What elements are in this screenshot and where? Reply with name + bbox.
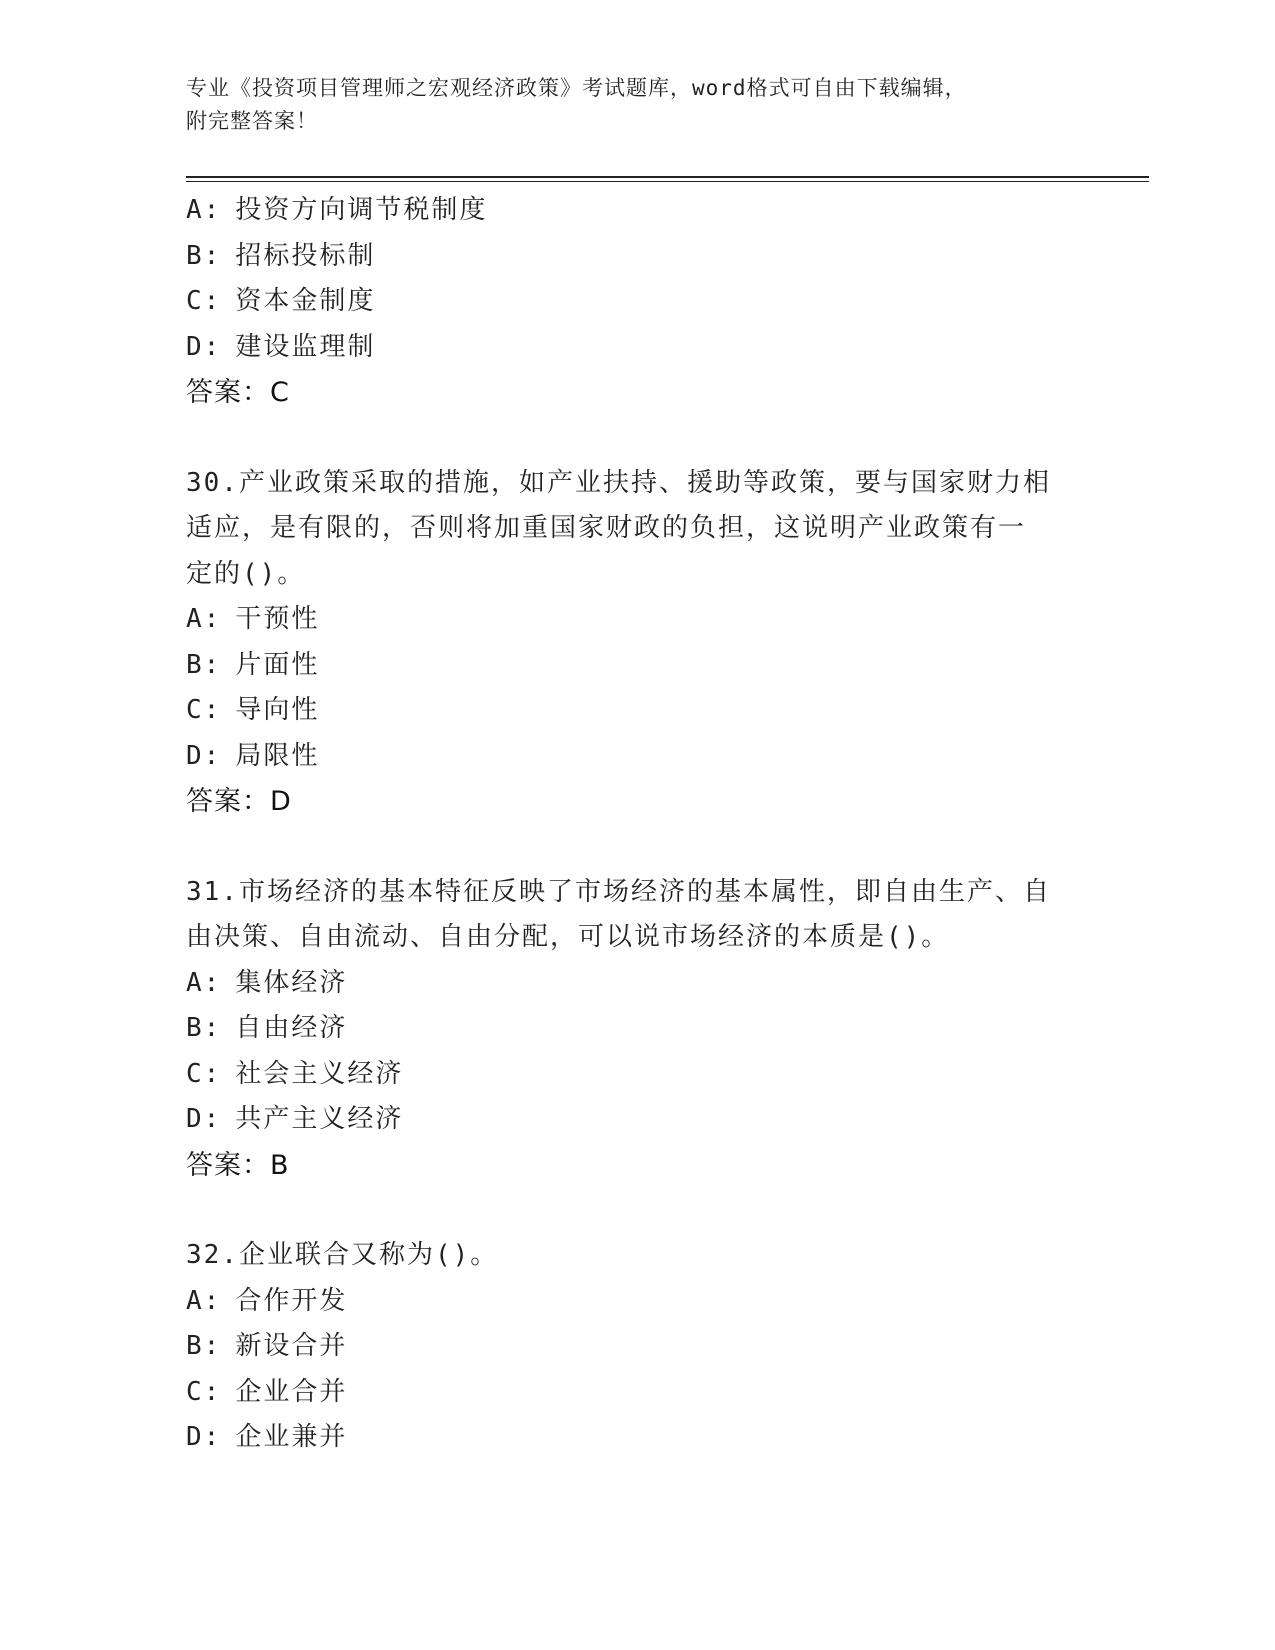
option-letter: A: xyxy=(186,604,222,634)
option-letter: D: xyxy=(186,740,222,771)
option-c xyxy=(186,688,1086,734)
option-d xyxy=(186,1097,1086,1143)
option-a xyxy=(186,188,1086,234)
option-b xyxy=(186,643,1086,689)
option-b xyxy=(186,1006,1086,1052)
question-stem-line: 由决策、自由流动、自由分配，可以说市场经济的本质是()。 xyxy=(186,922,950,952)
question-31 xyxy=(186,870,1086,1189)
option-letter: B: xyxy=(186,1331,222,1361)
option-c xyxy=(186,279,1086,325)
question-list xyxy=(186,188,1086,1461)
option-text: 干预性 xyxy=(235,604,320,634)
question-stem-line: 32.企业联合又称为()。 xyxy=(186,1240,499,1270)
option-text: 建设监理制 xyxy=(235,331,376,362)
option-b xyxy=(186,1324,1086,1370)
option-letter: D: xyxy=(186,1422,222,1452)
option-a xyxy=(186,597,1086,643)
question-30 xyxy=(186,461,1086,825)
option-letter: B: xyxy=(186,240,222,271)
option-letter: A: xyxy=(186,1285,222,1316)
option-d xyxy=(186,325,1086,371)
option-text: 合作开发 xyxy=(235,1285,348,1316)
option-text: 企业兼并 xyxy=(235,1422,348,1452)
option-d xyxy=(186,734,1086,780)
option-letter: D: xyxy=(186,1104,222,1134)
option-text: 投资方向调节税制度 xyxy=(235,195,488,225)
option-letter: C: xyxy=(186,1376,222,1407)
option-text: 共产主义经济 xyxy=(235,1104,404,1134)
header-divider-thin xyxy=(186,181,1149,182)
option-text: 片面性 xyxy=(235,649,320,680)
option-text: 招标投标制 xyxy=(235,240,376,271)
question-stem-line: 30.产业政策采取的措施，如产业扶持、援助等政策，要与国家财力相 xyxy=(186,467,1051,498)
option-letter: A: xyxy=(186,195,222,225)
answer-line: 答案：D xyxy=(186,786,292,817)
question-stem-line: 定的()。 xyxy=(186,558,306,589)
option-text: 局限性 xyxy=(235,740,320,771)
option-letter: C: xyxy=(186,286,222,316)
option-text: 自由经济 xyxy=(235,1013,348,1043)
option-letter: D: xyxy=(186,331,222,362)
option-c xyxy=(186,1052,1086,1098)
option-c xyxy=(186,1370,1086,1416)
option-text: 企业合并 xyxy=(235,1376,348,1407)
option-letter: C: xyxy=(186,1058,222,1089)
option-text: 新设合并 xyxy=(235,1331,348,1361)
header-divider-thick xyxy=(186,176,1149,178)
answer-line: 答案：B xyxy=(186,1149,290,1181)
option-text: 导向性 xyxy=(235,695,320,725)
option-text: 集体经济 xyxy=(235,967,348,998)
option-letter: C: xyxy=(186,695,222,725)
question-stem-line: 适应，是有限的，否则将加重国家财政的负担，这说明产业政策有一 xyxy=(186,513,1027,543)
header-line-1: 专业《投资项目管理师之宏观经济政策》考试题库，word格式可自由下载编辑， xyxy=(186,76,967,100)
option-b xyxy=(186,234,1086,280)
option-letter: A: xyxy=(186,967,222,998)
question-stem-line: 31.市场经济的基本特征反映了市场经济的基本属性，即自由生产、自 xyxy=(186,876,1051,907)
option-text: 资本金制度 xyxy=(235,286,376,316)
question-29-continued xyxy=(186,188,1086,416)
option-d xyxy=(186,1415,1086,1461)
header-line-2: 附完整答案！ xyxy=(186,109,318,133)
answer-line: 答案：C xyxy=(186,377,290,408)
option-a xyxy=(186,961,1086,1007)
option-a xyxy=(186,1279,1086,1325)
option-text: 社会主义经济 xyxy=(235,1058,404,1089)
option-letter: B: xyxy=(186,1013,222,1043)
question-32 xyxy=(186,1233,1086,1461)
option-letter: B: xyxy=(186,649,222,680)
document-header xyxy=(186,72,1086,138)
